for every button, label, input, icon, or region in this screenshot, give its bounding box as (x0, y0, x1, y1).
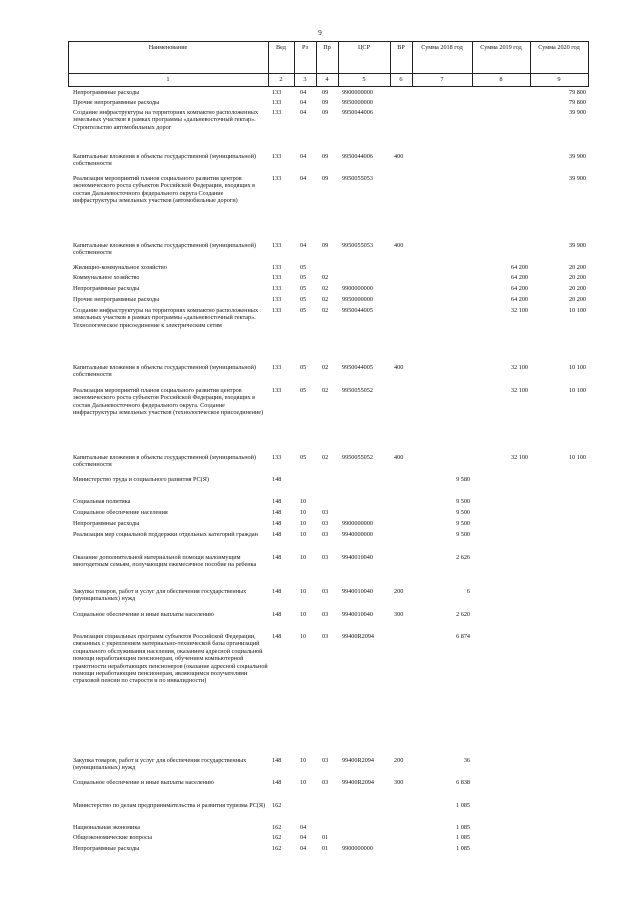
row-ved: 148 (272, 531, 282, 538)
row-name: Социальное обеспечение и иные выплаты населению (73, 611, 214, 618)
row-ved: 133 (272, 364, 282, 371)
row-name: Национальная экономика (73, 824, 141, 831)
row-sum-2020: 20 200 (568, 264, 586, 271)
page-number: 9 (318, 29, 322, 37)
row-pr: 02 (322, 387, 329, 394)
row-vr: 400 (394, 454, 404, 461)
row-ved: 133 (272, 99, 282, 106)
row-rz: 04 (300, 99, 307, 106)
row-csr: 9950044005 (342, 307, 373, 314)
row-rz: 10 (300, 588, 307, 595)
row-rz: 05 (300, 296, 307, 303)
row-ved: 133 (272, 109, 282, 116)
row-pr: 03 (322, 509, 329, 516)
row-ved: 133 (272, 285, 282, 292)
row-rz: 10 (300, 531, 307, 538)
row-name: Социальная политика (73, 498, 131, 505)
row-rz: 04 (300, 845, 307, 852)
header-ved: Вед (276, 44, 286, 51)
row-pr: 02 (322, 307, 329, 314)
row-csr: 9940010040 (342, 611, 373, 618)
row-sum-2020: 20 200 (568, 274, 586, 281)
row-rz: 05 (300, 264, 307, 271)
row-sum-2018: 6 (466, 588, 470, 595)
row-rz: 05 (300, 387, 307, 394)
row-csr: 9950000000 (342, 296, 373, 303)
row-rz: 04 (300, 153, 307, 160)
row-name: Социальное обеспечение и иные выплаты населению (73, 779, 214, 786)
row-sum-2018: 9 500 (456, 509, 470, 516)
row-ved: 133 (272, 296, 282, 303)
row-sum-2019: 64 200 (510, 285, 528, 292)
header-pr: Пр (323, 44, 331, 51)
row-name: Непрограммные расходы (73, 89, 140, 96)
row-sum-2018: 1 085 (456, 802, 470, 809)
row-ved: 148 (272, 611, 282, 618)
row-name: Непрограммные расходы (73, 520, 140, 527)
row-pr: 09 (322, 153, 329, 160)
row-sum-2020: 79 800 (568, 99, 586, 106)
row-name: Закупка товаров, работ и услуг для обеспечения государственных (муниципальных) нужд (73, 588, 247, 603)
row-sum-2018: 6 838 (456, 779, 470, 786)
row-ved: 162 (272, 834, 282, 841)
row-sum-2020: 10 100 (568, 454, 586, 461)
header-rz: Рз (302, 44, 308, 51)
row-rz: 04 (300, 175, 307, 182)
row-rz: 10 (300, 633, 307, 640)
row-csr: 9950044006 (342, 109, 373, 116)
row-ved: 133 (272, 242, 282, 249)
row-ved: 133 (272, 89, 282, 96)
row-rz: 10 (300, 611, 307, 618)
row-ved: 133 (272, 175, 282, 182)
row-sum-2020: 10 100 (568, 307, 586, 314)
row-sum-2018: 9 580 (456, 476, 470, 483)
row-rz: 04 (300, 834, 307, 841)
row-pr: 09 (322, 99, 329, 106)
col-number: 3 (303, 76, 307, 83)
row-name: Создание инфраструктуры на территориях компактно расположенных земельных участков в рамках программы «дальневосточный гектар». Строительство автомобильных дорог (73, 109, 259, 131)
row-name: Министерство по делам предпринимательства и развития туризма РС(Я) (73, 802, 266, 809)
row-pr: 01 (322, 845, 329, 852)
header-sum-2019: Сумма 2019 год (480, 44, 522, 51)
row-rz: 05 (300, 364, 307, 371)
row-sum-2020: 39 900 (568, 242, 586, 249)
row-sum-2018: 2 626 (456, 554, 470, 561)
row-sum-2019: 32 100 (510, 364, 528, 371)
row-ved: 148 (272, 520, 282, 527)
row-pr: 09 (322, 242, 329, 249)
row-csr: 9950055053 (342, 175, 373, 182)
row-csr: 9940010040 (342, 588, 373, 595)
row-sum-2020: 39 900 (568, 175, 586, 182)
row-rz: 10 (300, 757, 307, 764)
row-name: Коммунальное хозяйство (73, 274, 140, 281)
row-sum-2018: 6 874 (456, 633, 470, 640)
row-csr: 9900000000 (342, 89, 373, 96)
row-sum-2019: 32 100 (510, 387, 528, 394)
row-ved: 133 (272, 307, 282, 314)
row-vr: 300 (394, 779, 404, 786)
row-sum-2019: 64 200 (510, 264, 528, 271)
row-name: Общеэкономические вопросы (73, 834, 152, 841)
row-csr: 9950044005 (342, 364, 373, 371)
row-pr: 02 (322, 296, 329, 303)
header-vr: ВР (397, 44, 405, 51)
row-name: Реализация мероприятий планов социального развития центров экономического роста субъектов Российской Федерации, входящих в состав Дальневосточного федерального округа Создание инфраструктуры земельных участков (автомобильные дороги) (73, 175, 256, 205)
row-rz: 05 (300, 454, 307, 461)
row-pr: 03 (322, 554, 329, 561)
row-sum-2020: 20 200 (568, 296, 586, 303)
row-ved: 148 (272, 554, 282, 561)
row-rz: 10 (300, 509, 307, 516)
col-number: 8 (499, 76, 503, 83)
col-number: 7 (440, 76, 444, 83)
row-sum-2019: 32 100 (510, 454, 528, 461)
row-csr: 9900000000 (342, 285, 373, 292)
row-pr: 02 (322, 274, 329, 281)
col-number: 6 (399, 76, 403, 83)
row-ved: 133 (272, 264, 282, 271)
row-name: Капитальные вложения в объекты государственной (муниципальной) собственности (73, 454, 256, 469)
row-name: Капитальные вложения в объекты государственной (муниципальной) собственности (73, 242, 256, 257)
row-pr: 03 (322, 520, 329, 527)
row-pr: 09 (322, 175, 329, 182)
col-number: 5 (362, 76, 366, 83)
col-number: 1 (166, 76, 170, 83)
row-sum-2018: 1 085 (456, 824, 470, 831)
row-csr: 99400R2094 (342, 779, 374, 786)
row-ved: 148 (272, 757, 282, 764)
header-sum-2020: Сумма 2020 год (538, 44, 580, 51)
row-csr: 9950000000 (342, 99, 373, 106)
row-name: Капитальные вложения в объекты государственной (муниципальной) собственности (73, 364, 256, 379)
row-name: Реализация мероприятий планов социального развития центров экономического роста субъектов Российской Федерации, входящих в состав Дальневосточного федерального округа. Создание инфраструктуры земельных участков (технологическое присоединение) (73, 387, 264, 417)
row-sum-2020: 10 100 (568, 387, 586, 394)
row-ved: 148 (272, 779, 282, 786)
row-csr: 9950055052 (342, 454, 373, 461)
col-number: 9 (557, 76, 561, 83)
row-csr: 9950055053 (342, 242, 373, 249)
row-sum-2018: 9 500 (456, 498, 470, 505)
row-pr: 03 (322, 779, 329, 786)
row-name: Прочие непрограммные расходы (73, 296, 160, 303)
row-name: Реализация мер социальной поддержки отдельных категорий граждан (73, 531, 258, 538)
row-csr: 9940000000 (342, 531, 373, 538)
row-csr: 9900000000 (342, 845, 373, 852)
row-sum-2020: 10 100 (568, 364, 586, 371)
row-ved: 162 (272, 824, 282, 831)
row-name: Министерство труда и социального развития РС(Я) (73, 476, 209, 483)
row-ved: 133 (272, 274, 282, 281)
row-sum-2018: 9 500 (456, 531, 470, 538)
row-rz: 10 (300, 554, 307, 561)
row-name: Прочие непрограммные расходы (73, 99, 160, 106)
row-csr: 9940010040 (342, 554, 373, 561)
row-rz: 05 (300, 285, 307, 292)
row-rz: 04 (300, 242, 307, 249)
row-rz: 10 (300, 498, 307, 505)
row-name: Жилищно-коммунальное хозяйство (73, 264, 167, 271)
row-pr: 03 (322, 531, 329, 538)
row-name: Реализация социальных программ субъектов Российской Федерации, связанных с укреплением материально-технической базы организаций социального обслуживания населения, оказанием адресной социальной помощи неработающим пенсионерам, обучением компьютерной грамотности неработающих пенсионеров (оказание адресной социальной помощи неработающим пенсионерам, являющимся получателями страховой пенсии по старости и по инвалидности) (73, 633, 268, 685)
row-sum-2018: 1 085 (456, 834, 470, 841)
row-pr: 09 (322, 89, 329, 96)
row-sum-2019: 64 200 (510, 274, 528, 281)
row-rz: 05 (300, 274, 307, 281)
row-ved: 162 (272, 802, 282, 809)
row-pr: 02 (322, 285, 329, 292)
row-ved: 133 (272, 153, 282, 160)
row-name: Создание инфраструктуры на территориях компактно расположенных земельных участков в рамках программы «дальневосточный гектар». Технологическое присоединение к электрическим сетям (73, 307, 259, 329)
row-csr: 9950044006 (342, 153, 373, 160)
row-ved: 133 (272, 387, 282, 394)
row-ved: 148 (272, 588, 282, 595)
row-vr: 200 (394, 588, 404, 595)
header-sum-2018: Сумма 2018 год (421, 44, 463, 51)
row-rz: 10 (300, 520, 307, 527)
row-vr: 400 (394, 364, 404, 371)
row-name: Оказание дополнительной материальной помощи малоимущим многодетным семьям, получающим ежемесячное пособие на ребенка (73, 554, 257, 569)
row-sum-2018: 1 085 (456, 845, 470, 852)
row-sum-2018: 2 620 (456, 611, 470, 618)
row-sum-2018: 36 (463, 757, 470, 764)
header-csr: ЦСР (357, 44, 371, 51)
row-ved: 148 (272, 498, 282, 505)
row-sum-2020: 39 900 (568, 109, 586, 116)
row-ved: 148 (272, 476, 282, 483)
row-csr: 9900000000 (342, 520, 373, 527)
row-vr: 400 (394, 242, 404, 249)
row-csr: 99400R2094 (342, 757, 374, 764)
col-number: 4 (325, 76, 329, 83)
row-vr: 400 (394, 153, 404, 160)
row-pr: 02 (322, 364, 329, 371)
row-sum-2020: 79 800 (568, 89, 586, 96)
row-ved: 148 (272, 633, 282, 640)
row-sum-2019: 32 100 (510, 307, 528, 314)
row-csr: 99400R2094 (342, 633, 374, 640)
row-name: Непрограммные расходы (73, 845, 140, 852)
row-name: Непрограммные расходы (73, 285, 140, 292)
row-pr: 03 (322, 633, 329, 640)
col-number: 2 (279, 76, 283, 83)
row-pr: 03 (322, 611, 329, 618)
row-name: Социальное обеспечение населения (73, 509, 168, 516)
header-name: Наименование (148, 44, 188, 51)
row-rz: 10 (300, 779, 307, 786)
row-sum-2018: 9 500 (456, 520, 470, 527)
row-vr: 200 (394, 757, 404, 764)
row-pr: 01 (322, 834, 329, 841)
row-ved: 148 (272, 509, 282, 516)
row-name: Капитальные вложения в объекты государственной (муниципальной) собственности (73, 153, 256, 168)
row-ved: 133 (272, 454, 282, 461)
row-pr: 03 (322, 757, 329, 764)
row-pr: 02 (322, 454, 329, 461)
row-sum-2020: 20 200 (568, 285, 586, 292)
row-sum-2020: 39 900 (568, 153, 586, 160)
row-rz: 04 (300, 89, 307, 96)
row-rz: 05 (300, 307, 307, 314)
row-csr: 9950055052 (342, 387, 373, 394)
row-pr: 09 (322, 109, 329, 116)
row-sum-2019: 64 200 (510, 296, 528, 303)
row-vr: 300 (394, 611, 404, 618)
row-ved: 162 (272, 845, 282, 852)
row-name: Закупка товаров, работ и услуг для обеспечения государственных (муниципальных) нужд (73, 757, 247, 772)
row-rz: 04 (300, 109, 307, 116)
row-pr: 03 (322, 588, 329, 595)
row-rz: 04 (300, 824, 307, 831)
